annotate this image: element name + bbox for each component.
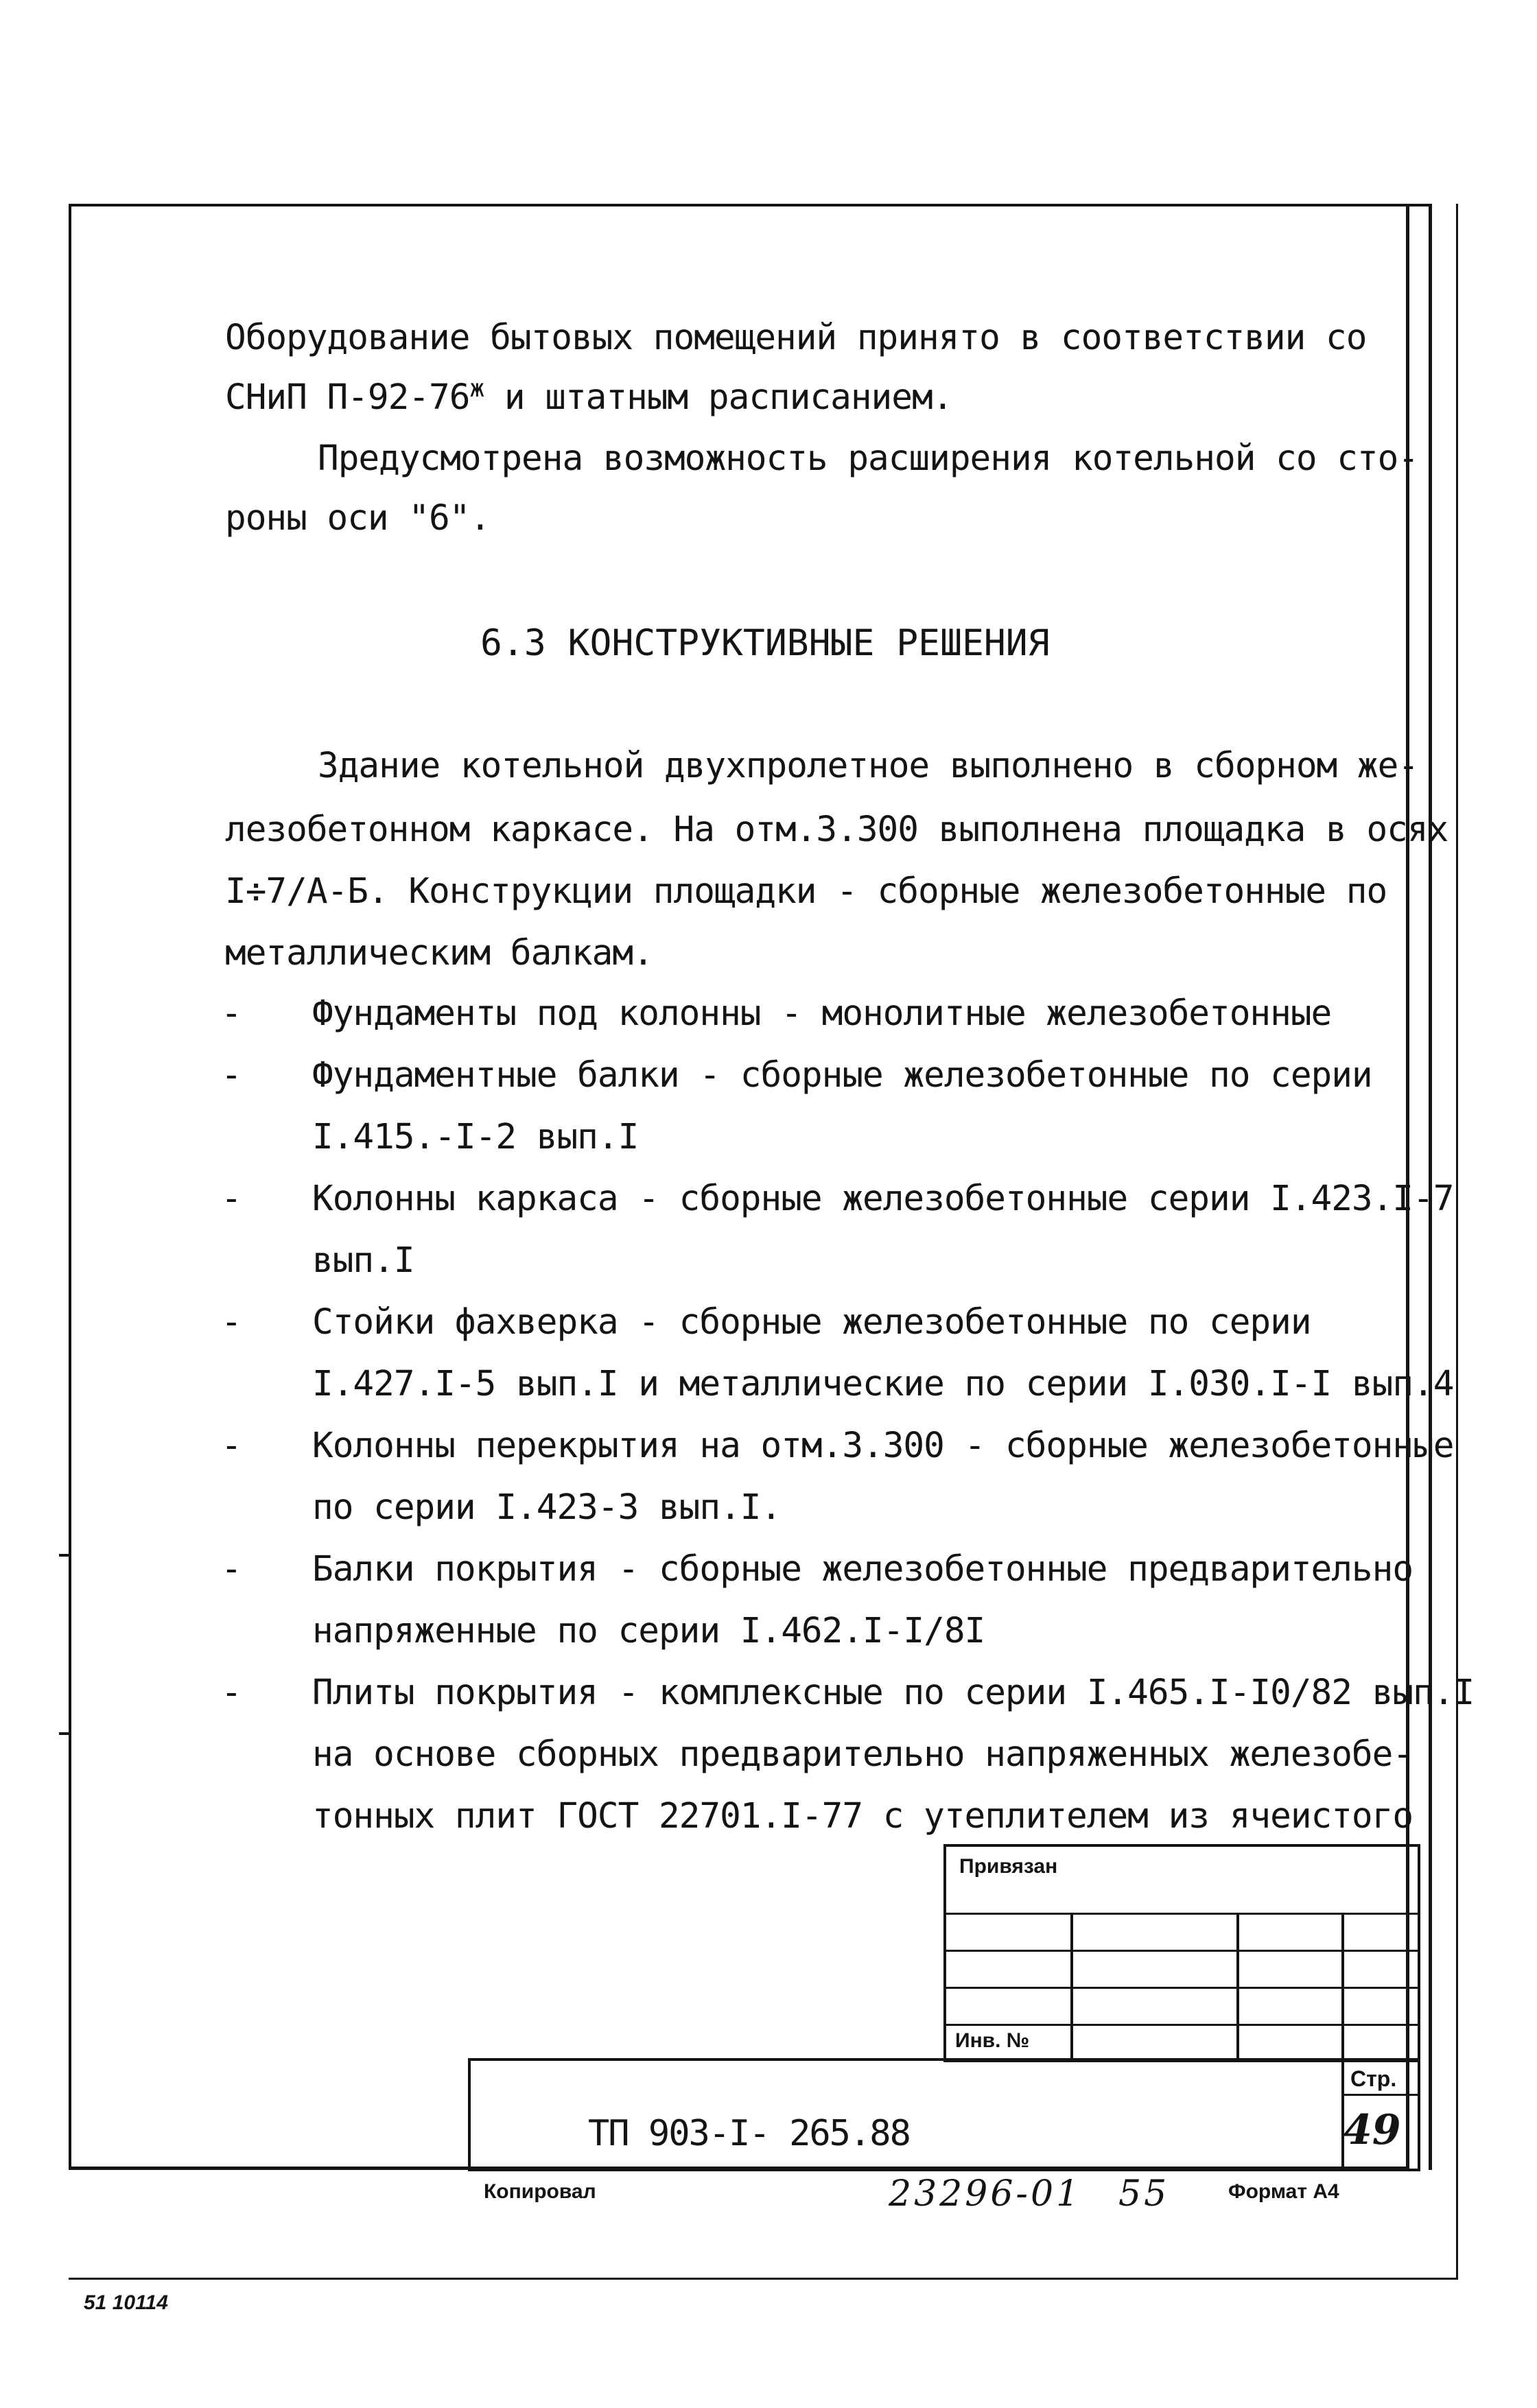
archive-code: 51 10114 bbox=[84, 2291, 168, 2314]
bullet-1-line-1: Фундаменты под колонны - монолитные железобетонные bbox=[312, 993, 1332, 1034]
bullet-5-line-2: по серии I.423-3 вып.I. bbox=[312, 1487, 782, 1528]
bullet-2-line-2: I.415.-I-2 вып.I bbox=[312, 1117, 639, 1157]
kopiroval-label: Копировал bbox=[484, 2180, 596, 2203]
body-line-4: металлическим балкам. bbox=[225, 933, 653, 973]
bullet-marker: - bbox=[221, 1673, 242, 1713]
outer-right-line bbox=[1456, 204, 1458, 2280]
stamp-rule bbox=[943, 2024, 1420, 2026]
format-label: Формат А4 bbox=[1228, 2180, 1339, 2203]
bullet-marker: - bbox=[221, 1179, 242, 1219]
intro-line-4: роны оси "6". bbox=[225, 498, 491, 539]
outer-bottom-line bbox=[69, 2278, 1458, 2280]
body-line-1: Здание котельной двухпролетное выполнено в сборном же- bbox=[318, 746, 1419, 786]
section-heading: 6.3 КОНСТРУКТИВНЫЕ РЕШЕНИЯ bbox=[480, 622, 1050, 664]
bullet-marker: - bbox=[221, 1549, 242, 1590]
document-designation: ТП 903-I- 265.88 bbox=[588, 2113, 910, 2154]
body-line-3: I÷7/А-Б. Конструкции площадки - сборные железобетонные по bbox=[225, 871, 1387, 912]
stamp-rule bbox=[943, 1950, 1420, 1952]
inv-no-label: Инв. № bbox=[955, 2029, 1030, 2052]
bullet-marker: - bbox=[221, 1426, 242, 1466]
order-number: 23296-01 bbox=[889, 2173, 1082, 2215]
bullet-5-line-1: Колонны перекрытия на отм.3.300 - сборные железобетонные bbox=[312, 1426, 1454, 1466]
stamp-rule bbox=[943, 1913, 1420, 1915]
margin-tick bbox=[59, 1554, 69, 1557]
stamp-rule bbox=[943, 1987, 1420, 1989]
privyazan-label: Привязан bbox=[959, 1855, 1058, 1878]
margin-tick bbox=[59, 1732, 69, 1735]
bullet-7-line-2: на основе сборных предварительно напряженных железобе- bbox=[312, 1734, 1413, 1775]
sheet-number: 55 bbox=[1118, 2173, 1170, 2215]
bullet-marker: - bbox=[221, 993, 242, 1034]
intro-line-2: СНиП $П-92-76^ж$ и штатным расписанием. bbox=[225, 375, 953, 418]
bullet-7-line-1: Плиты покрытия - комплексные по серии I.465.I-I0/82 вып.I bbox=[312, 1673, 1475, 1713]
bullet-7-line-3: тонных плит ГОСТ 22701.I-77 с утеплителем из ячеистого bbox=[312, 1796, 1413, 1837]
intro-line-1: Оборудование бытовых помещений принято в соответствии со bbox=[225, 318, 1367, 358]
bullet-6-line-2: напряженные по серии I.462.I-I/8I bbox=[312, 1611, 985, 1651]
stamp-divider bbox=[1070, 1913, 1073, 2062]
str-label: Стр. bbox=[1350, 2066, 1397, 2091]
intro-line-3: Предусмотрена возможность расширения котельной со сто- bbox=[318, 438, 1419, 479]
stamp-divider bbox=[1341, 1913, 1344, 2062]
body-line-2: лезобетонном каркасе. На отм.3.300 выполнена площадка в осях bbox=[225, 810, 1448, 850]
frame-top-double-line bbox=[1409, 204, 1432, 206]
page-number: 49 bbox=[1344, 2106, 1401, 2154]
bullet-3-line-1: Колонны каркаса - сборные железобетонные серии I.423.I-7 bbox=[312, 1179, 1454, 1219]
bullet-marker: - bbox=[221, 1055, 242, 1096]
bullet-6-line-1: Балки покрытия - сборные железобетонные предварительно bbox=[312, 1549, 1413, 1590]
bullet-marker: - bbox=[221, 1302, 242, 1343]
bullet-4-line-1: Стойки фахверка - сборные железобетонные по серии bbox=[312, 1302, 1311, 1343]
bullet-4-line-2: I.427.I-5 вып.I и металлические по серии I.030.I-I вып.4 bbox=[312, 1364, 1454, 1404]
bullet-2-line-1: Фундаментные балки - сборные железобетонные по серии bbox=[312, 1055, 1372, 1096]
stamp-rule bbox=[1341, 2094, 1420, 2096]
stamp-divider bbox=[1236, 1913, 1239, 2062]
bullet-3-line-2: вып.I bbox=[312, 1240, 414, 1281]
